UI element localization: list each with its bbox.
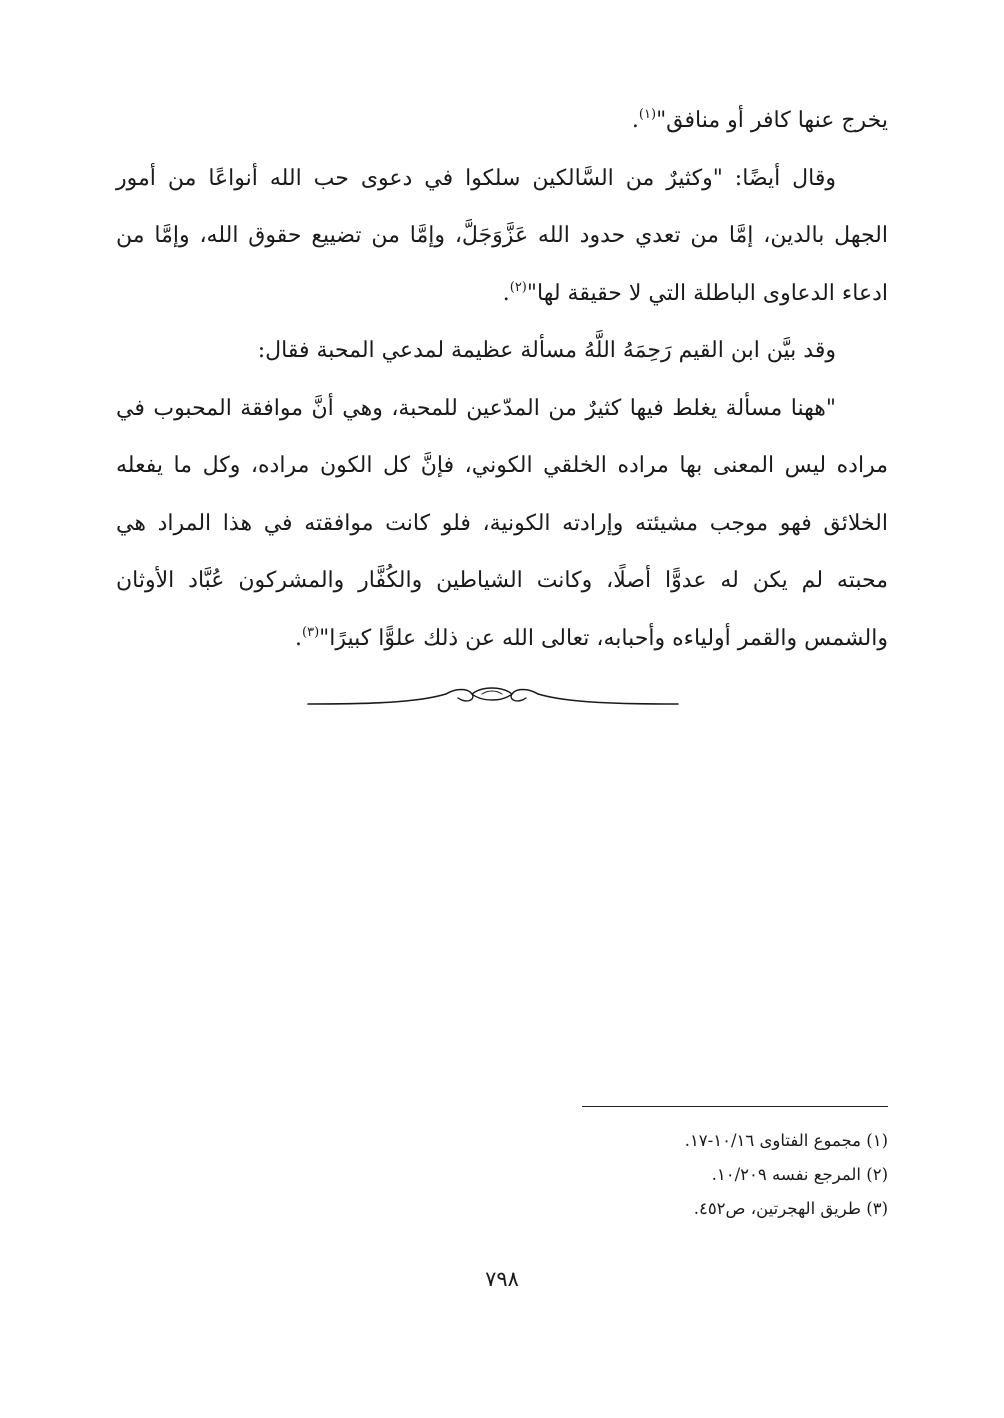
footnote-ref-3: (٣) [302, 624, 320, 640]
paragraph-4 [116, 380, 888, 668]
paragraph-3 [116, 322, 888, 380]
page-number: ٧٩٨ [485, 1267, 519, 1291]
paragraph-2-text: وقال أيضًا: "وكثيرٌ من السَّالكين سلكوا في دعوى حب الله أنواعًا من أمور الجهل بالدين، إمَّا من تعدي حدود الله عَزَّوَجَلَّ، وإمَّا من تضييع حقوق الله، وإمَّا من ادعاء الدعاوى الباطلة التي لا حقيقة لها" [116, 165, 888, 306]
footnote-separator [582, 1106, 888, 1107]
footnote-1: (١) مجموع الفتاوى ١٠/١٦-١٧. [684, 1131, 888, 1150]
footnote-3: (٣) طريق الهجرتين، ص٤٥٢. [693, 1199, 888, 1218]
ornament-divider [306, 678, 680, 714]
footnote-ref-1: (١) [638, 107, 657, 122]
paragraph-2-end: . [502, 280, 510, 306]
paragraph-1-text: يخرج عنها كافر أو منافق" [656, 108, 888, 133]
paragraph-1-end: . [631, 108, 639, 133]
footnote-ref-2: (٢) [509, 279, 527, 295]
paragraph-4-end: . [295, 625, 303, 651]
main-text [116, 92, 888, 667]
footnotes [488, 1124, 888, 1226]
paragraph-2 [116, 150, 888, 323]
paragraph-3-text: وقد بيَّن ابن القيم رَحِمَهُ اللَّهُ مسألة عظيمة لمدعي المحبة فقال: [257, 338, 836, 363]
paragraph-1 [116, 92, 888, 150]
paragraph-4-text: "ههنا مسألة يغلط فيها كثيرٌ من المدّعين للمحبة، وهي أنَّ موافقة المحبوب في مراده ليس المعنى بها مراده الخلقي الكوني، فإنَّ كل الكون مراده، وكل ما يفعله الخلائق فهو موجب مشيئته وإرادته الكونية، فلو كانت موافقته في هذا المراد هي محبته لم يكن له عدوًّا أصلًا، وكانت الشياطين والكُفَّار والمشركون عُبَّاد الأوثان والشمس والقمر أولياءه وأحبابه، تعالى الله عن ذلك علوًّا كبيرًا" [116, 395, 888, 651]
footnote-2: (٢) المرجع نفسه ١٠/٢٠٩. [711, 1165, 888, 1184]
